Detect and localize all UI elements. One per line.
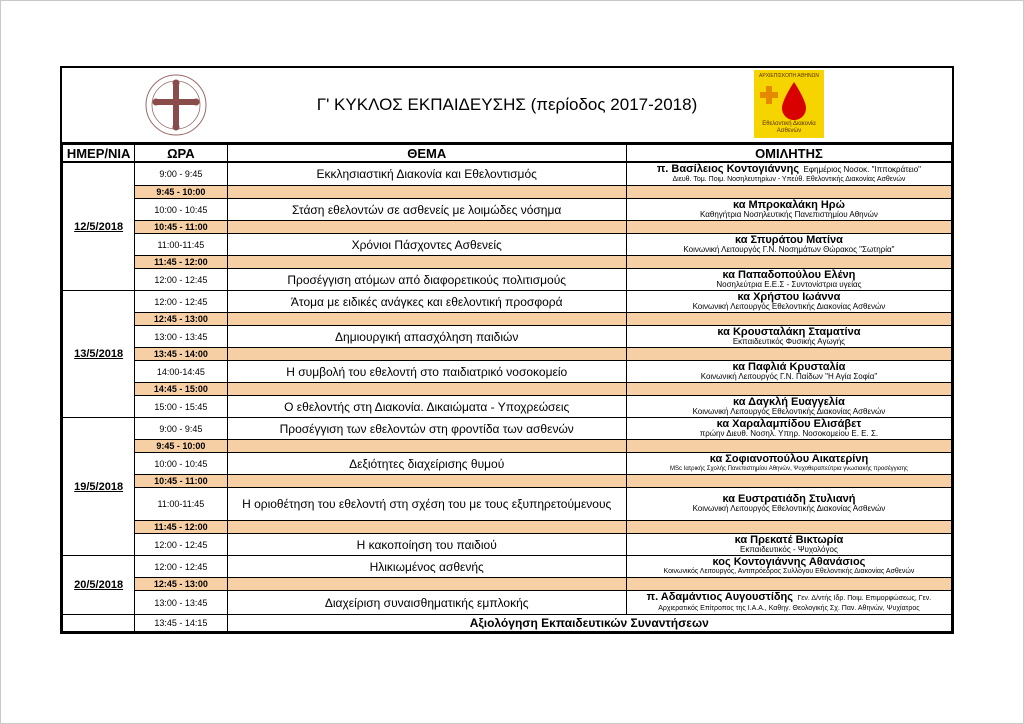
table-row: [63, 556, 952, 578]
table-row: [63, 269, 952, 291]
break-row: [63, 221, 952, 234]
table-row: [63, 453, 952, 475]
speaker-cell: [626, 453, 951, 475]
speaker-title: Καθηγήτρια Νοσηλευτικής Πανεπιστημίου Αθηνών: [700, 209, 878, 219]
speaker-cell: [626, 488, 951, 521]
speaker-name: π. Βασίλειος Κοντογιάννης: [656, 163, 800, 175]
time-cell: 13:00 - 13:45: [135, 326, 227, 348]
speaker-cell: [626, 234, 951, 256]
col-header-topic: ΘΕΜΑ: [227, 145, 626, 163]
speaker-cell: [626, 534, 951, 556]
time-cell: 13:00 - 13:45: [135, 591, 227, 615]
speaker-cell: [626, 162, 951, 186]
time-cell: 14:00-14:45: [135, 361, 227, 383]
topic-cell: Εκκλησιαστική Διακονία και Εθελοντισμός: [227, 162, 626, 186]
speaker-cell: [626, 326, 951, 348]
time-cell: 12:00 - 12:45: [135, 291, 227, 313]
col-header-time: ΩΡΑ: [135, 145, 227, 163]
topic-cell: Δεξιότητες διαχείρισης θυμού: [227, 453, 626, 475]
speaker-title: πρώην Διευθ. Νοσηλ. Υπηρ. Νοσοκομείου Ε. Ε. Σ.: [699, 428, 879, 438]
break-time: 13:45 - 14:00: [135, 348, 227, 361]
topic-cell: Χρόνιοι Πάσχοντες Ασθενείς: [227, 234, 626, 256]
speaker-name: π. Αδαμάντιος Αυγουστίδης: [646, 591, 793, 603]
break-row: [63, 313, 952, 326]
speaker-cell: [626, 556, 951, 578]
speaker-name: κα Χαραλαμπίδου Ελισάβετ: [716, 417, 862, 430]
table-row: [63, 534, 952, 556]
table-row: [63, 162, 952, 186]
evaluation-text: Αξιολόγηση Εκπαιδευτικών Συναντήσεων: [227, 615, 951, 632]
speaker-name: κα Μπροκαλάκη Ηρώ: [732, 198, 845, 211]
break-row: [63, 521, 952, 534]
time-cell: 11:00-11:45: [135, 488, 227, 521]
break-time: 11:45 - 12:00: [135, 521, 227, 534]
speaker-name: κα Παφλιά Κρυσταλία: [732, 360, 846, 373]
time-cell: 15:00 - 15:45: [135, 396, 227, 418]
date-cell: 12/5/2018: [63, 162, 135, 291]
speaker-title: Κοινωνική Λειτουργός Εθελοντικής Διακονίας Ασθενών: [692, 406, 886, 416]
break-row: [63, 383, 952, 396]
speaker-title: MSc Ιατρικής Σχολής Πανεπιστημίου Αθηνών, Ψυχοθεραπεύτρια γνωσιακής προσέγγισης: [669, 465, 908, 472]
speaker-title: Κοινωνική Λειτουργός Γ.Ν. Παίδων "Η Αγία Σοφία": [700, 371, 878, 381]
table-row: [63, 199, 952, 221]
speaker-title: Εκπαιδευτικός - Ψυχολόγος: [740, 544, 838, 554]
speaker-title-2: Αρχιερατικός Επίτροπος της Ι.Α.Α., Καθηγ. Θεολογικής Σχ. Παν. Αθηνών, Ψυχίατρος: [658, 605, 920, 612]
col-header-speaker: ΟΜΙΛΗΤΗΣ: [626, 145, 951, 163]
speaker-title: Γεν. Δ/ντής Ιδρ. Ποιμ. Επιμορφώσεως, Γεν.: [797, 595, 932, 602]
topic-cell: Η συμβολή του εθελοντή στο παιδιατρικό νοσοκομείο: [227, 361, 626, 383]
logo-top-text: ΑΡΧΙΕΠΙΣΚΟΠΗ ΑΘΗΝΩΝ: [759, 73, 819, 79]
break-time: 10:45 - 11:00: [135, 475, 227, 488]
evaluation-row: [63, 615, 952, 632]
header: [62, 68, 952, 144]
time-cell: 9:00 - 9:45: [135, 162, 227, 186]
topic-cell: Στάση εθελοντών σε ασθενείς με λοιμώδες νόσημα: [227, 199, 626, 221]
break-time: 9:45 - 10:00: [135, 440, 227, 453]
speaker-name: κα Σοφιανοπούλου Αικατερίνη: [709, 452, 869, 465]
topic-cell: Προσέγγιση των εθελοντών στη φροντίδα των ασθενών: [227, 418, 626, 440]
schedule-sheet: [60, 66, 954, 634]
speaker-title-2: Διευθ. Τομ. Ποιμ. Νοσηλευτηρίων - Υπεύθ. Εθελοντικής Διακονίας Ασθενών: [672, 176, 906, 183]
table-row: [63, 488, 952, 521]
break-time: 14:45 - 15:00: [135, 383, 227, 396]
speaker-name: κα Δαγκλή Ευαγγελία: [732, 395, 845, 408]
speaker-title: Κοινωνικός Λειτουργός, Αντιπρόεδρος Συλλόγου Εθελοντικής Διακονίας Ασθενών: [663, 567, 915, 575]
date-cell: 20/5/2018: [63, 556, 135, 615]
speaker-name: κα Ευστρατιάδη Στυλιανή: [722, 493, 856, 505]
break-time: 9:45 - 10:00: [135, 186, 227, 199]
table-row: [63, 591, 952, 615]
speaker-cell: [626, 418, 951, 440]
date-cell: 13/5/2018: [63, 291, 135, 418]
time-cell: 9:00 - 9:45: [135, 418, 227, 440]
date-cell: 19/5/2018: [63, 418, 135, 556]
table-row: [63, 234, 952, 256]
volunteer-service-logo: [754, 70, 824, 138]
topic-cell: Ο εθελοντής στη Διακονία. Δικαιώματα - Υποχρεώσεις: [227, 396, 626, 418]
speaker-name: κα Σπυράτου Ματίνα: [734, 233, 843, 246]
speaker-name: κα Κρουσταλάκη Σταματίνα: [717, 325, 861, 338]
speaker-title: Εκπαιδευτικός Φυσικής Αγωγής: [732, 336, 846, 346]
page-title: Γ' ΚΥΚΛΟΣ ΕΚΠΑΙΔΕΥΣΗΣ (περίοδος 2017-2018): [316, 95, 698, 114]
break-time: 12:45 - 13:00: [135, 578, 227, 591]
col-header-date: ΗΜΕΡ/ΝΙΑ: [63, 145, 135, 163]
table-row: [63, 396, 952, 418]
topic-cell: Ηλικιωμένος ασθενής: [227, 556, 626, 578]
speaker-name: κα Πρεκατέ Βικτωρία: [734, 533, 844, 546]
break-row: [63, 578, 952, 591]
speaker-cell: [626, 199, 951, 221]
table-header-row: [63, 145, 952, 163]
break-time: 11:45 - 12:00: [135, 256, 227, 269]
break-row: [63, 475, 952, 488]
schedule-table: [62, 144, 952, 632]
time-cell: 11:00-11:45: [135, 234, 227, 256]
speaker-cell: [626, 269, 951, 291]
speaker-name: κα Παπαδοπούλου Ελένη: [722, 268, 856, 281]
speaker-title: Εφημέριος Νοσοκ. "Ιπποκράτειο": [803, 165, 921, 174]
time-cell: 10:00 - 10:45: [135, 199, 227, 221]
break-time: 10:45 - 11:00: [135, 221, 227, 234]
break-row: [63, 348, 952, 361]
time-cell: 13:45 - 14:15: [135, 615, 227, 632]
table-row: [63, 418, 952, 440]
table-row: [63, 361, 952, 383]
table-row: [63, 326, 952, 348]
break-row: [63, 186, 952, 199]
logo-bottom-text: Εθελοντική Διακονία Ασθενών: [762, 121, 816, 134]
time-cell: 12:00 - 12:45: [135, 534, 227, 556]
speaker-name: κος Κοντογιάννης Αθανάσιος: [712, 555, 866, 568]
speaker-title: Κοινωνική Λειτουργός Γ.Ν. Νοσημάτων Θώρακος "Σωτηρία": [683, 244, 895, 254]
speaker-title: Νοσηλεύτρια Ε.Ε.Σ - Συντονίστρια υγείας: [716, 279, 862, 289]
topic-cell: Άτομα με ειδικές ανάγκες και εθελοντική προσφορά: [227, 291, 626, 313]
topic-cell: Διαχείριση συναισθηματικής εμπλοκής: [227, 591, 626, 615]
speaker-title: Κοινωνική Λειτουργός Εθελοντικής Διακονίας Ασθενών: [692, 301, 886, 311]
time-cell: 10:00 - 10:45: [135, 453, 227, 475]
speaker-name: κα Χρήστου Ιωάννα: [737, 290, 841, 303]
table-row: [63, 291, 952, 313]
topic-cell: Η οριοθέτηση του εθελοντή στη σχέση του με τους εξυπηρετούμενους: [227, 488, 626, 521]
speaker-title: Κοινωνική Λειτουργός Εθελοντικής Διακονίας Ασθενών: [692, 504, 886, 513]
speaker-cell: [626, 291, 951, 313]
topic-cell: Προσέγγιση ατόμων από διαφορετικούς πολιτισμούς: [227, 269, 626, 291]
break-row: [63, 440, 952, 453]
time-cell: 12:00 - 12:45: [135, 269, 227, 291]
speaker-cell: [626, 361, 951, 383]
break-row: [63, 256, 952, 269]
speaker-cell: [626, 591, 951, 615]
topic-cell: Η κακοποίηση του παιδιού: [227, 534, 626, 556]
break-time: 12:45 - 13:00: [135, 313, 227, 326]
time-cell: 12:00 - 12:45: [135, 556, 227, 578]
speaker-cell: [626, 396, 951, 418]
topic-cell: Δημιουργική απασχόληση παιδιών: [227, 326, 626, 348]
